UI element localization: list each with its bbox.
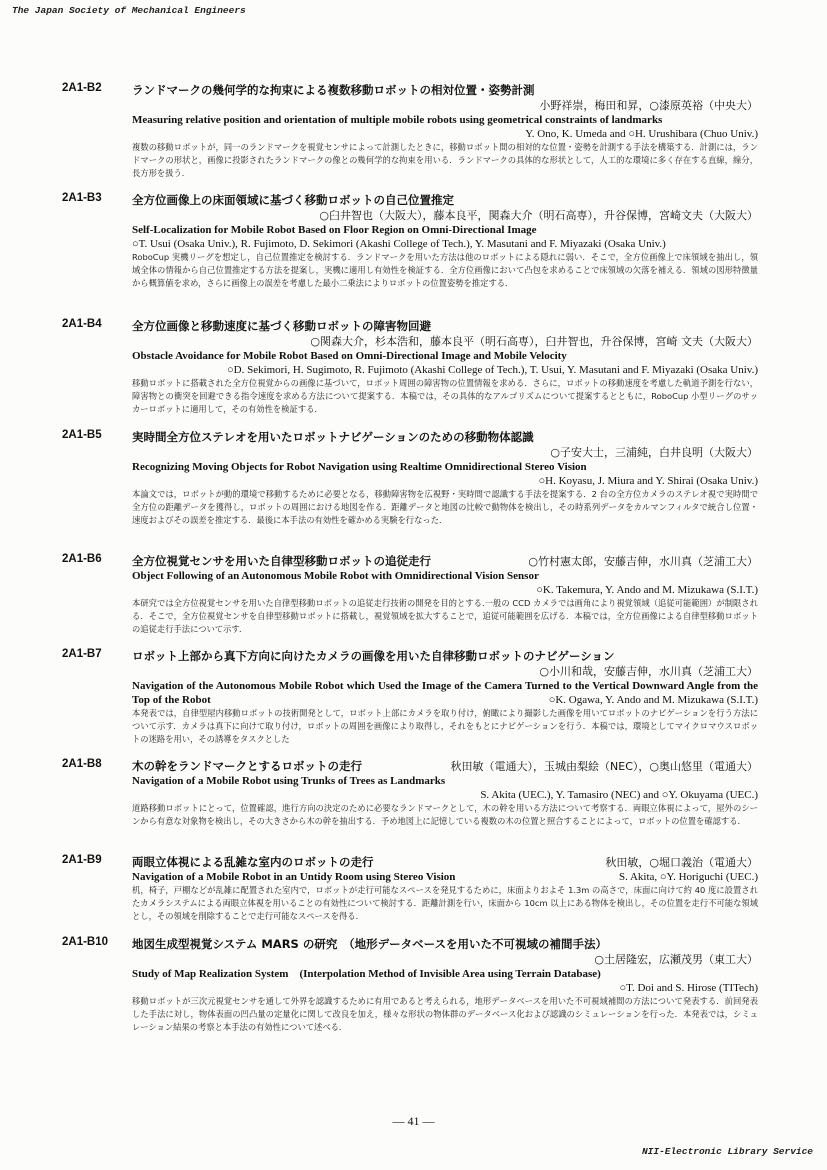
entry-code: 2A1-B6 [62,553,102,565]
jp-authors: 小野祥崇，梅田和昇，○漆原英裕（中央大） [539,99,758,112]
society-header: The Japan Society of Mechanical Engineers [12,5,246,16]
abstract: 本研究では全方位視覚センサを用いた自律型移動ロボットの追従走行技術の開発を目的とする.一般の CCD カメラでは画角により視覚領域（追従可能範囲）が制限される．そこで，全方位視覚センサを自律型移動ロボットに搭載し，視覚領域を拡大することで，追従可能範囲を広げる．本稿では，全方位画像による自律型移動ロボットの追従走行手法について示す． [132,598,758,635]
jp-title-row [132,553,758,569]
entry-code: 2A1-B8 [62,758,102,770]
abstract: 道路移動ロボットにとって，位置確認，進行方向の決定のために必要なランドマークとして，木の幹を用いる方法について考察する．両眼立体視によって，屋外のシーンから有意な対象物を検出し，その大きさから木の幹を抽出する．予め地図上に記憶している複数の木の位置と照合することによって，ロボットの位置を確認する． [132,803,758,827]
entry-2a1-b8 [62,758,758,828]
jp-title-row [132,854,758,870]
entry-2a1-b9 [62,854,758,923]
entry-2a1-b2 [62,82,758,180]
entry-code: 2A1-B5 [62,429,102,441]
abstract: 複数の移動ロボットが，同一のランドマークを視覚センサによって計測したときに，移動ロボット間の相対的な位置・姿勢を計測する手法を構築する．計測には，ランドマークの形状と，画像に投影されたランドマークの像との幾何学的な拘束を用いる．ランドマークの具体的な形状として，人工的な環境に多く存在する直線，線分，長方形を扱う． [132,142,758,179]
en-authors: ○K. Takemura, Y. Ando and M. Mizukawa (S.I.T.) [536,584,758,596]
abstract: 本発表では，自律型屋内移動ロボットの技術開発として，ロボット上部にカメラを取り付け，俯瞰により撮影した画像を用いてロボットのナビゲーションを行う方法について示す．カメラは真下に向けて取り付け，ロボットの周囲を画像により取得し，それをもとにナビゲーションを行う．本稿では，環境としてマイクロマウスロボットの迷路を用い，その誘導をタスクとした [132,708,758,745]
entry-2a1-b10 [62,936,758,1034]
library-footer: NII-Electronic Library Service [641,1146,813,1157]
entry-2a1-b3 [62,192,758,290]
en-authors: ○T. Doi and S. Hirose (TITech) [619,982,758,994]
jp-title: 全方位視覚センサを用いた自律型移動ロボットの追従走行 [132,554,431,568]
abstract: 本論文では，ロボットが動的環境で移動するために必要となる，移動障害物を広視野・実時間で認識する手法を提案する．2 台の全方位カメラのステレオ視で実時間で全方位の距離データを獲得し，ロボットの周囲における地図を作る．距離データと地図の比較で動物体を検出し，その時系列データをカルマンフィルタで統合し位置・速度およびその誤差を推定する．最後に本手法の有効性を確かめる実験を行なった． [132,489,758,526]
en-authors: S. Akita, ○Y. Horiguchi (UEC.) [618,871,758,883]
jp-authors: ○関森大介，杉本浩和，藤本良平（明石高専），臼井智也，升谷保博，宮崎 文夫（大阪大） [310,335,758,348]
entry-2a1-b7 [62,648,758,746]
en-title: Measuring relative position and orientation of multiple mobile robots using geometrical constraints of landmarks [132,114,663,126]
page-number: — 41 — [392,1114,435,1128]
jp-title: ロボット上部から真下方向に向けたカメラの画像を用いた自律移動ロボットのナビゲーション [132,649,615,663]
entry-code: 2A1-B9 [62,854,102,866]
entry-code: 2A1-B4 [62,318,102,330]
jp-title: 地図生成型視覚システム MARS の研究 （地形データベースを用いた不可視域の補間手法） [132,937,608,951]
en-title: Recognizing Moving Objects for Robot Navigation using Realtime Omnidirectional Stereo Vision [132,461,587,473]
jp-title: 実時間全方位ステレオを用いたロボットナビゲーションのための移動物体認識 [132,430,534,444]
en-title: Navigation of a Mobile Robot in an Untidy Room using Stereo Vision [132,871,456,883]
jp-title: ランドマークの幾何学的な拘束による複数移動ロボットの相対位置・姿勢計測 [132,83,535,97]
en-title-row [132,870,758,884]
en-title: Self-Localization for Mobile Robot Based on Floor Region on Omni-Directional Image [132,224,537,236]
jp-authors: 秋田敏，○堀口義治（電通大） [605,856,758,869]
en-authors: Y. Ono, K. Umeda and ○H. Urushibara (Chuo Univ.) [525,128,758,140]
jp-authors: ○竹村憲太郎，安藤吉伸，水川真（芝浦工大） [528,555,758,568]
entry-code: 2A1-B3 [62,192,102,204]
en-authors: ○D. Sekimori, H. Sugimoto, R. Fujimoto (Akashi College of Tech.), T. Usui, Y. Masutani and F. Miyazaki (Osaka Univ.) [226,364,758,376]
jp-title: 両眼立体視による乱雑な室内のロボットの走行 [132,855,374,869]
en-authors: ○H. Koyasu, J. Miura and Y. Shirai (Osaka Univ.) [538,475,758,487]
en-authors: ○T. Usui (Osaka Univ.), R. Fujimoto, D. Sekimori (Akashi College of Tech.), Y. Masutani and F. Miyazaki (Osaka Univ.) [132,238,666,250]
jp-title: 木の幹をランドマークとするロボットの走行 [132,759,362,773]
en-title: Navigation of the Autonomous Mobile Robot which Used the Image of the Camera Turned to the Vertical Downward Angle from the Top of the Robot [132,680,758,706]
en-title: Obstacle Avoidance for Mobile Robot Based on Omni-Directional Image and Mobile Velocity [132,350,567,362]
entry-code: 2A1-B10 [62,936,109,948]
en-title: Object Following of an Autonomous Mobile Robot with Omnidirectional Vision Sensor [132,570,539,582]
abstract: 机，椅子，戸棚などが乱雑に配置された室内で，ロボットが走行可能なスペースを発見するために，床面よりおよそ 1.3m の高さで，床面に向けて約 40 度に設置されたカメラシステムによる両眼立体視を用いることの有効性について検討する．距離計測を行い，床面から 10cm 以上にある物体を検出し，その位置を走行不可能な領域とし，その領域を削除することで走行可能なスペースを得る． [132,885,758,922]
entry-2a1-b6 [62,553,758,636]
entry-2a1-b5 [62,429,758,527]
entry-code: 2A1-B2 [62,82,102,94]
jp-authors: ○小川和哉，安藤吉伸，水川真（芝浦工大） [539,665,758,678]
jp-title: 全方位画像上の床面領域に基づく移動ロボットの自己位置推定 [132,193,454,207]
en-title: Navigation of a Mobile Robot using Trunks of Trees as Landmarks [132,775,446,787]
jp-authors: ○土居隆宏，広瀬茂男（東工大） [594,953,758,966]
abstract: RoboCup 実機リーグを想定し，自己位置推定を検討する．ランドマークを用いた方法は他のロボットによる隠れに弱い．そこで，全方位画像上で床領域を抽出し，領域全体の情報から自己位置推定する方法を提案し，実機に適用し有効性を検証する．全方位画像において凸包を求めることで床領域の欠落を補える．領域の図形特徴量から概算値を求め，さらに画像上の誤差を考慮した最小二乗法によりロボットの位置姿勢を推定する． [132,252,758,289]
abstract: 移動ロボットに搭載された全方位視覚からの画像に基づいて，ロボット周囲の障害物の位置情報を求める．さらに，ロボットの移動速度を考慮した軌道予測を行ない，障害物との衝突を回避できる指令速度を求める方法について提案する．本稿では，その具体的なアルゴリズムについて提案するとともに，RoboCup 小型リーグのサッカーロボットに適用して，その有効性を検証する． [132,378,758,415]
jp-authors: ○臼井智也（大阪大），藤本良平，関森大介（明石高専），升谷保博，宮崎文夫（大阪大） [319,209,758,222]
entry-code: 2A1-B7 [62,648,102,660]
entry-2a1-b4 [62,318,758,416]
jp-authors: 秋田敏（電通大），玉城由梨絵（NEC），○奥山悠里（電通大） [450,760,758,773]
jp-title: 全方位画像と移動速度に基づく移動ロボットの障害物回避 [132,319,431,333]
en-authors: S. Akita (UEC.), Y. Tamasiro (NEC) and ○Y. Okuyama (UEC.) [480,789,758,801]
en-title: Study of Map Realization System (Interpolation Method of Invisible Area using Terrain Database) [132,968,601,980]
jp-title-row [132,758,758,774]
abstract: 移動ロボットが三次元視覚センサを通して外界を認識するために有用であると考えられる，地形データベースを用いた不可視域補間の方法について発表する．前回発表した手法に対し，物体表面の凹凸量の定量化に関して改良を加え，様々な形状の物体群のデータベース化および認識のシミュレーションを行った．本発表では，シミュレーション結果の考察と本手法の有効性について述べる． [132,996,758,1033]
en-authors: ○K. Ogawa, Y. Ando and M. Mizukawa (S.I.T.) [548,694,758,706]
jp-authors: ○子安大士，三浦純，白井良明（大阪大） [550,446,758,459]
